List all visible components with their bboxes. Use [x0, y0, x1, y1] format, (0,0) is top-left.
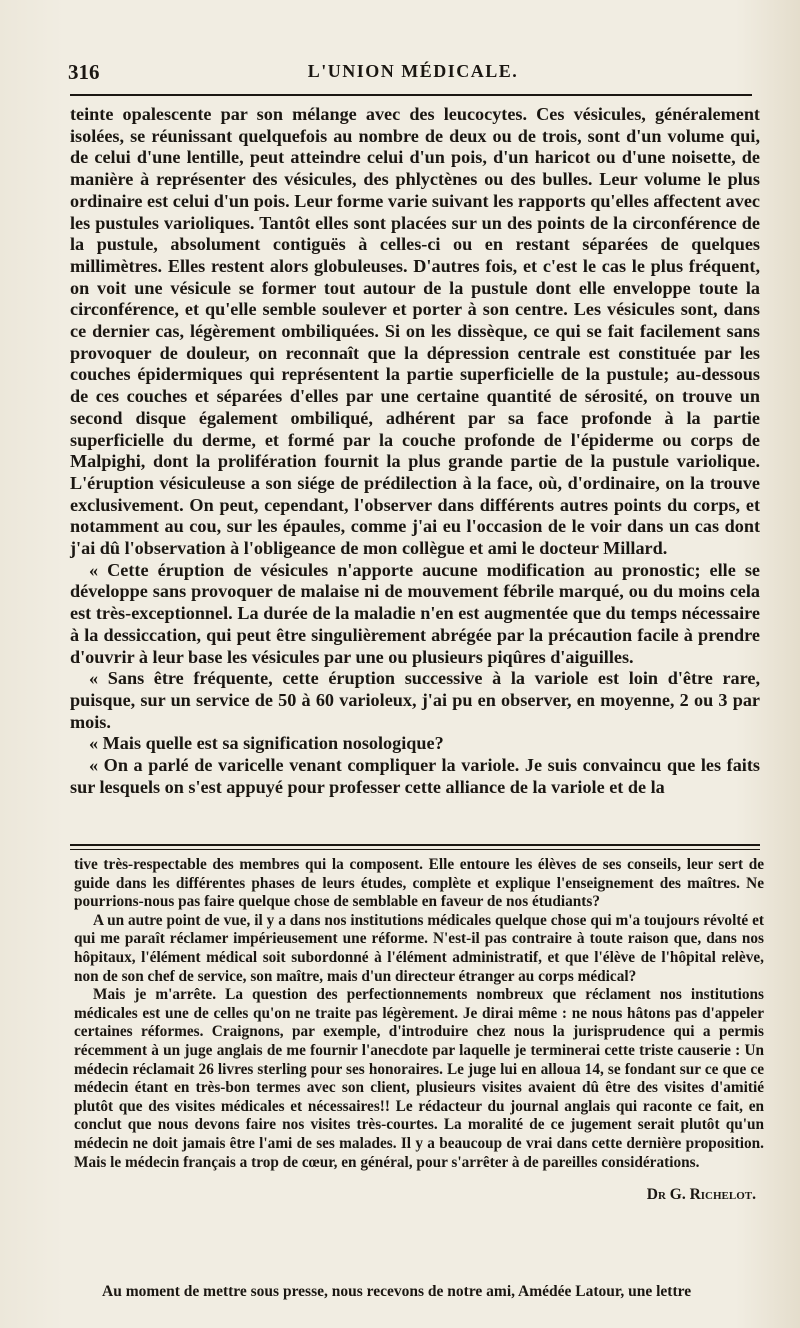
page-header — [68, 60, 758, 90]
article-paragraph: teinte opalescente par son mélange avec des leucocytes. Ces vésicules, généralement isolées, se réunissant quelquefois au nombre de deux ou de trois, sont d'un volume qui, de celui d'une lentille, peut atteindre celui d'un pois, d'un haricot ou d'une noisette, de manière à représenter des vésicules, des phlyctènes ou des bulles. Leur volume le plus ordinaire est celui d'un pois. Leur forme varie suivant les rapports qu'elles affectent avec les pustules varioliques. Tantôt elles sont placées sur un des points de la circonférence de la pustule, absolument contiguës à celles-ci ou en restant séparées de quelques millimètres. Elles restent alors globuleuses. D'autres fois, et c'est le cas le plus fréquent, on voit une vésicule se former tout autour de la pustule dont elle enveloppe toute la circonférence, et qu'elle semble soulever et porter à son centre. Les vésicules sont, dans ce dernier cas, légèrement ombiliquées. Si on les dissèque, ce qui se fait facilement sans provoquer de douleur, on reconnaît que la dépression centrale est constituée par les couches épidermiques qui représentent la partie superficielle de la pustule; au-dessous de ces couches et séparées d'elles par une certaine quantité de sérosité, on trouve un second disque également ombiliqué, adhérent par sa face profonde à la partie superficielle du derme, et formé par la couche profonde de l'épiderme ou corps de Malpighi, dont la prolifération fournit la plus grande partie de la pustule variolique. L'éruption vésiculeuse a son siége de prédilection à la face, où, d'ordinaire, on la trouve exclusivement. On peut, cependant, l'observer dans différents autres points du corps, et notamment au cou, sur les épaules, comme j'ai eu l'occasion de le voir dans un cas dont j'ai dû l'observation à l'obligeance de mon collègue et ami le docteur Millard. — [70, 104, 760, 559]
running-title: L'UNION MÉDICALE. — [307, 61, 519, 81]
feuilleton-paragraph: tive très-respectable des membres qui la composent. Elle entoure les élèves de ses conseils, leur sert de guide dans les différentes phases de leurs études, complète et explique l'enseignement des maîtres. Ne pourrions-nous pas faire quelque chose de semblable en faveur de nos étudiants? — [74, 856, 764, 911]
closing-line: Au moment de mettre sous presse, nous recevons de notre ami, Amédée Latour, une lettre — [102, 1283, 692, 1300]
article-paragraph: « Cette éruption de vésicules n'apporte aucune modification au pronostic; elle se développe sans provoquer de malaise ni de mouvement fébrile marqué, ou du moins cela est très-exceptionnel. La durée de la maladie n'en est augmentée que du temps nécessaire à la dessiccation, qui peut être singulièrement abrégée par la précaution facile à prendre d'ouvrir à leur base les vésicules par une ou plusieurs piqûres d'aiguilles. — [70, 559, 760, 667]
article-paragraph: « On a parlé de varicelle venant compliquer la variole. Je suis convaincu que les faits sur lesquels on s'est appuyé pour professer cette alliance de la variole et de la — [70, 755, 760, 797]
main-article — [70, 104, 760, 799]
article-paragraph: « Sans être fréquente, cette éruption successive à la variole est loin d'être rare, puisque, sur un service de 50 à 60 varioleux, j'ai pu en observer, en moyenne, 2 ou 3 par mois. — [70, 668, 760, 732]
feuilleton-section — [74, 856, 764, 1205]
feuilleton-paragraph: Mais je m'arrête. La question des perfectionnements nombreux que réclament nos institutions médicales est une de celles qu'on ne traite pas légèrement. Je dirai même : ne nous hâtons pas d'appeler certaines réformes. Craignons, par exemple, d'introduire chez nous la jurisprudence qui a permis récemment à un juge anglais de me fournir l'anecdote par laquelle je terminerai cette triste causerie : Un médecin réclamait 26 livres sterling pour ses honoraires. Le juge lui en alloua 14, se fondant sur ce que ce médecin étant en très-bon termes avec son client, plusieurs visites avaient dû être des visites d'amitié plutôt que des visites médicales et nécessaires!! Le rédacteur du journal anglais qui raconte ce fait, en conclut que nous devons faire nos visites très-courtes. La moralité de ce jugement serait plutôt qu'un médecin ne doit jamais être l'ami de ses malades. Il y a beaucoup de vrai dans cette dernière proposition. Mais le médecin français a trop de cœur, en général, pour s'arrêter à de pareilles considérations. — [74, 986, 764, 1171]
page-number: 316 — [68, 60, 100, 84]
feuilleton-divider — [70, 844, 760, 850]
author-signature: Dr G. Richelot. — [646, 1186, 756, 1204]
header-rule — [70, 94, 752, 96]
feuilleton-paragraph: A un autre point de vue, il y a dans nos institutions médicales quelque chose qui m'a toujours révolté et qui me paraît réclamer impérieusement une réforme. N'est-il pas contraire à toute raison que, dans nos hôpitaux, l'élément médical soit subordonné à l'élément administratif, et que l'élève de l'hôpital relève, non de son chef de service, son maître, mais d'un directeur étranger au corps médical? — [74, 911, 764, 985]
article-paragraph: « Mais quelle est sa signification nosologique? — [89, 733, 444, 754]
